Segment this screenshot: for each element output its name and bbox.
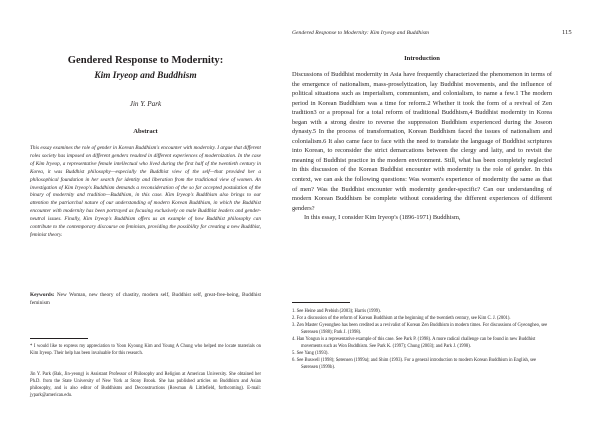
introduction-paragraph-2-container xyxy=(292,213,552,223)
footnotes xyxy=(292,309,552,372)
article-subtitle: Kim Iryeop and Buddhism xyxy=(94,71,197,81)
abstract-heading: Abstract xyxy=(133,128,158,135)
footnote: 3. Zen Master Gyeongheo has been credited as a revivalist of Korean Zen Buddhism in modern times. For discussions of Gyeongheo, see Sørensen (1988); Park J. (1998). xyxy=(292,322,548,335)
introduction-paragraph-2: In this essay, I consider Kim Iryeop's (1896-1971) Buddhism, xyxy=(304,214,461,222)
abstract-text: This essay examines the role of gender in Korean Buddhism's encounter with modernity. I argue that different roles society has imposed on different genders resulted in different experiences of modernization. In the case of Kim Iryeop, a representative female intellectual who lived during the first half of the twentieth century in Korea, it was Buddhist philosophy—especially the Buddhist view of the self—that provided her a philosophical foundation in her search for identity and liberation from the traditional view of women. An investigation of Kim Iryeop's Buddhism demands a reconsideration of the so far accepted postulation of the binary of modernity and tradition—Buddhism, in this case. Kim Iryeop's Buddhism also brings to our attention the patriarchal nature of our understanding of modern Korean Buddhism, in which the Buddhist encounter with modernity has been portrayed as focusing exclusively on male Buddhist leaders and gender-neutral issues. Finally, Kim Iryeop's Buddhism offers us an example of how Buddhist philosophy can contribute to the contemporary discourse on feminism, providing the possibility for creating a new Buddhist, feminist theory. xyxy=(30,145,261,238)
footnote-divider-right xyxy=(292,302,350,303)
footnote: 1. See Heine and Prebish (2003); Harris (1999). xyxy=(292,309,381,314)
keywords-list: New Woman, new theory of chastity, modern self, Buddhist self, great-free-being, Buddhist feminism xyxy=(30,292,262,306)
introduction-heading: Introduction xyxy=(404,55,440,62)
footnote: 5. See Yang (1993). xyxy=(292,350,329,356)
keywords-label: Keywords: xyxy=(30,292,55,298)
acknowledgment-note: * I would like to express my appreciation to Yoon Kyoung Kim and Young A Chung who helped me locate materials on Kim Iryeop. Their help has been invaluable for this research. xyxy=(30,344,261,356)
author-name: Jin Y. Park xyxy=(129,100,162,108)
page-number: 115 xyxy=(562,29,572,36)
footnote: 6. See Buswell (1998); Sørensen (1999a); and Shim (1993). For a general introduction to modern Korean Buddhism in English, see Sørensen (1999b). xyxy=(292,357,537,370)
author-bio: Jin Y. Park (Bak, Jin-yeong) is Assistant Professor of Philosophy and Religion at American University. She obtained her Ph.D. from the State University of New York at Stony Brook. She has published articles on Buddhism and Asian philosophy, and is also editor of Buddhisms and Deconstructions (Rowman & Littlefield, forthcoming). E-mail: jypark@american.edu. xyxy=(30,372,261,398)
introduction-paragraph-1: Discussions of Buddhist modernity in Asia have frequently characterized the phenomenon in terms of the emergence of nationalism, mass-proselytization, lay Buddhist movements, and the influence of political situations such as imperialism, communism, and colonialism, to name a few.1 The modern period in Korean Buddhism was a time for reform.2 Whether it took the form of a revival of Zen tradition3 or a proposal for a total reform of traditional Buddhism,4 Buddhist modernity in Korea began with a strong desire to reverse the suppression Buddhism experienced during the Joseon dynasty.5 In the process of transformation, Korean Buddhism faced the issues of nationalism and colonialism.6 It also came face to face with the need to translate the language of Buddhist scriptures into Korean, to reconsider the strict demarcations between the clergy and laity, and to revisit the meaning of Buddhist practice in the modern environment. Still, what has been completely neglected in this discussion of the Korean Buddhist encounter with modernity is the role of gender. In this context, we can ask the following questions: Was women's experience of modernity the same as that of men? Was the Buddhist encounter with modernity gender-specific? Can our understanding of modern Korean Buddhism be complete without considering the different experiences of different genders? xyxy=(292,71,552,212)
keywords xyxy=(30,292,261,308)
running-header: Gendered Response to Modernity: Kim Iryeop and Buddhism xyxy=(292,30,429,36)
footnote-divider-left xyxy=(30,338,88,339)
footnote: 2. For a discussion of the reform of Korean Buddhism at the beginning of the twentieth century, see Kim C. J. (2001). xyxy=(292,315,511,321)
introduction-body xyxy=(292,70,552,223)
article-title: Gendered Response to Modernity: xyxy=(67,55,224,66)
footnote: 4. Han Yongun is a representative example of this case. See Park P. (1998). A more radical challenge can be found in new Buddhist movements such as Won Buddhism. See Park K. (1997); Chung (2003); and Park J. (1998). xyxy=(292,336,536,349)
